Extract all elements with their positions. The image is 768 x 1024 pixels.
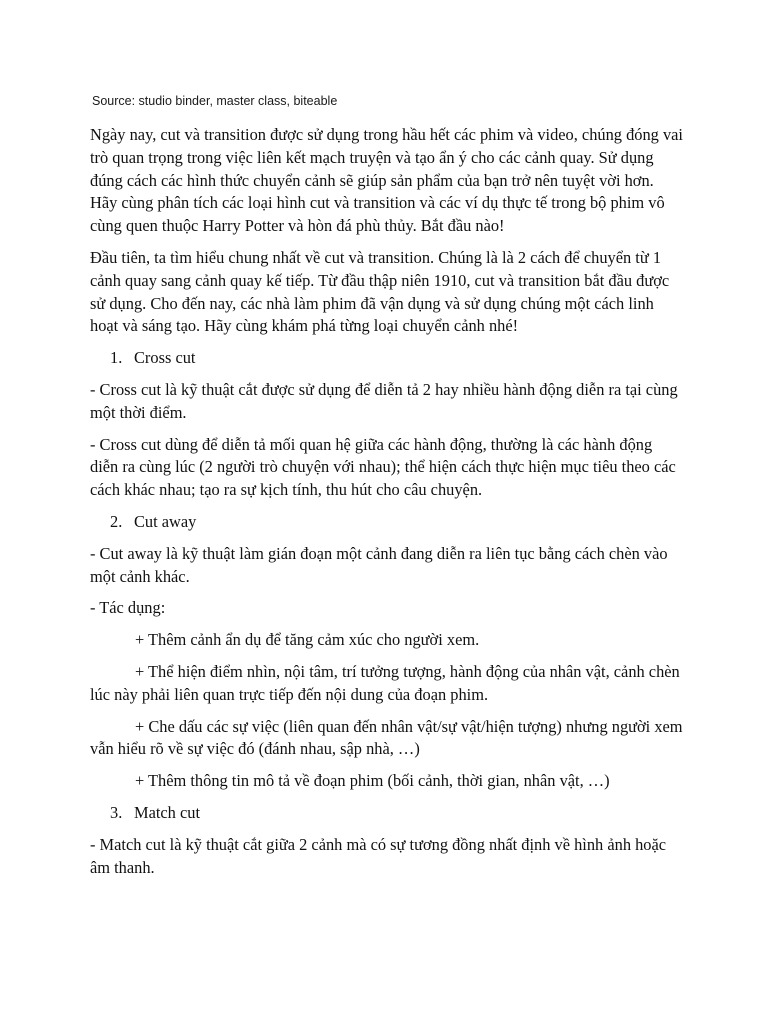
effect-item: + Thêm thông tin mô tả về đoạn phim (bối cảnh, thời gian, nhân vật, …) (135, 771, 610, 791)
section-heading-cut-away (90, 511, 684, 534)
section-number: 2. (110, 511, 123, 531)
effect-item: + Thể hiện điểm nhìn, nội tâm, trí tưởng tượng, hành động của nhân vật, cảnh chèn lúc này phải liên quan trực tiếp đến nội dung của đoạn phim. (90, 661, 680, 704)
overview-paragraph: Đầu tiên, ta tìm hiểu chung nhất về cut và transition. Chúng là là 2 cách để chuyển từ 1 cảnh quay sang cảnh quay kế tiếp. Từ đầu thập niên 1910, cut và transition bắt đầu được sử dụng. Cho đến nay, các nhà làm phim đã vận dụng và sử dụng chúng một cách linh hoạt và sáng tạo. Hãy cùng khám phá từng loại chuyển cảnh nhé! (90, 247, 670, 336)
section-heading-cross-cut (90, 347, 684, 370)
source-line: Source: studio binder, master class, biteable (92, 94, 338, 108)
section-number: 3. (110, 802, 123, 822)
section-title: Match cut (134, 802, 200, 822)
cut-away-effects-label: - Tác dụng: (90, 598, 166, 618)
section-number: 1. (110, 348, 123, 368)
cross-cut-definition: - Cross cut là kỹ thuật cắt được sử dụng để diễn tả 2 hay nhiều hành động diễn ra tại cùng một thời điểm. (90, 379, 678, 422)
section-title: Cross cut (134, 348, 196, 368)
effect-item: + Che dấu các sự việc (liên quan đến nhân vật/sự vật/hiện tượng) nhưng người xem vẫn hiểu rõ về sự việc đó (đánh nhau, sập nhà, …) (90, 716, 683, 759)
section-heading-match-cut (90, 802, 684, 825)
section-title: Cut away (134, 511, 197, 531)
cross-cut-usage: - Cross cut dùng để diễn tả mối quan hệ giữa các hành động, thường là các hành động diễn ra cùng lúc (2 người trò chuyện với nhau); thể hiện cách thực hiện mục tiêu theo các cách khác nhau; tạo ra sự kịch tính, thu hút cho câu chuyện. (90, 434, 676, 500)
document-body (90, 124, 684, 888)
match-cut-definition: - Match cut là kỹ thuật cắt giữa 2 cảnh mà có sự tương đồng nhất định về hình ảnh hoặc âm thanh. (90, 834, 667, 877)
intro-paragraph: Ngày nay, cut và transition được sử dụng trong hầu hết các phim và video, chúng đóng vai trò quan trọng trong việc liên kết mạch truyện và tạo ẩn ý cho các cảnh quay. Sử dụng đúng cách các hình thức chuyển cảnh sẽ giúp sản phẩm của bạn trở nên tuyệt vời hơn. Hãy cùng phân tích các loại hình cut và transition và các ví dụ thực tế trong bộ phim vô cùng quen thuộc Harry Potter và hòn đá phù thủy. Bắt đầu nào! (90, 125, 683, 236)
cut-away-definition: - Cut away là kỹ thuật làm gián đoạn một cảnh đang diễn ra liên tục bằng cách chèn vào một cảnh khác. (90, 543, 668, 586)
effect-item: + Thêm cảnh ẩn dụ để tăng cảm xúc cho người xem. (135, 630, 480, 650)
